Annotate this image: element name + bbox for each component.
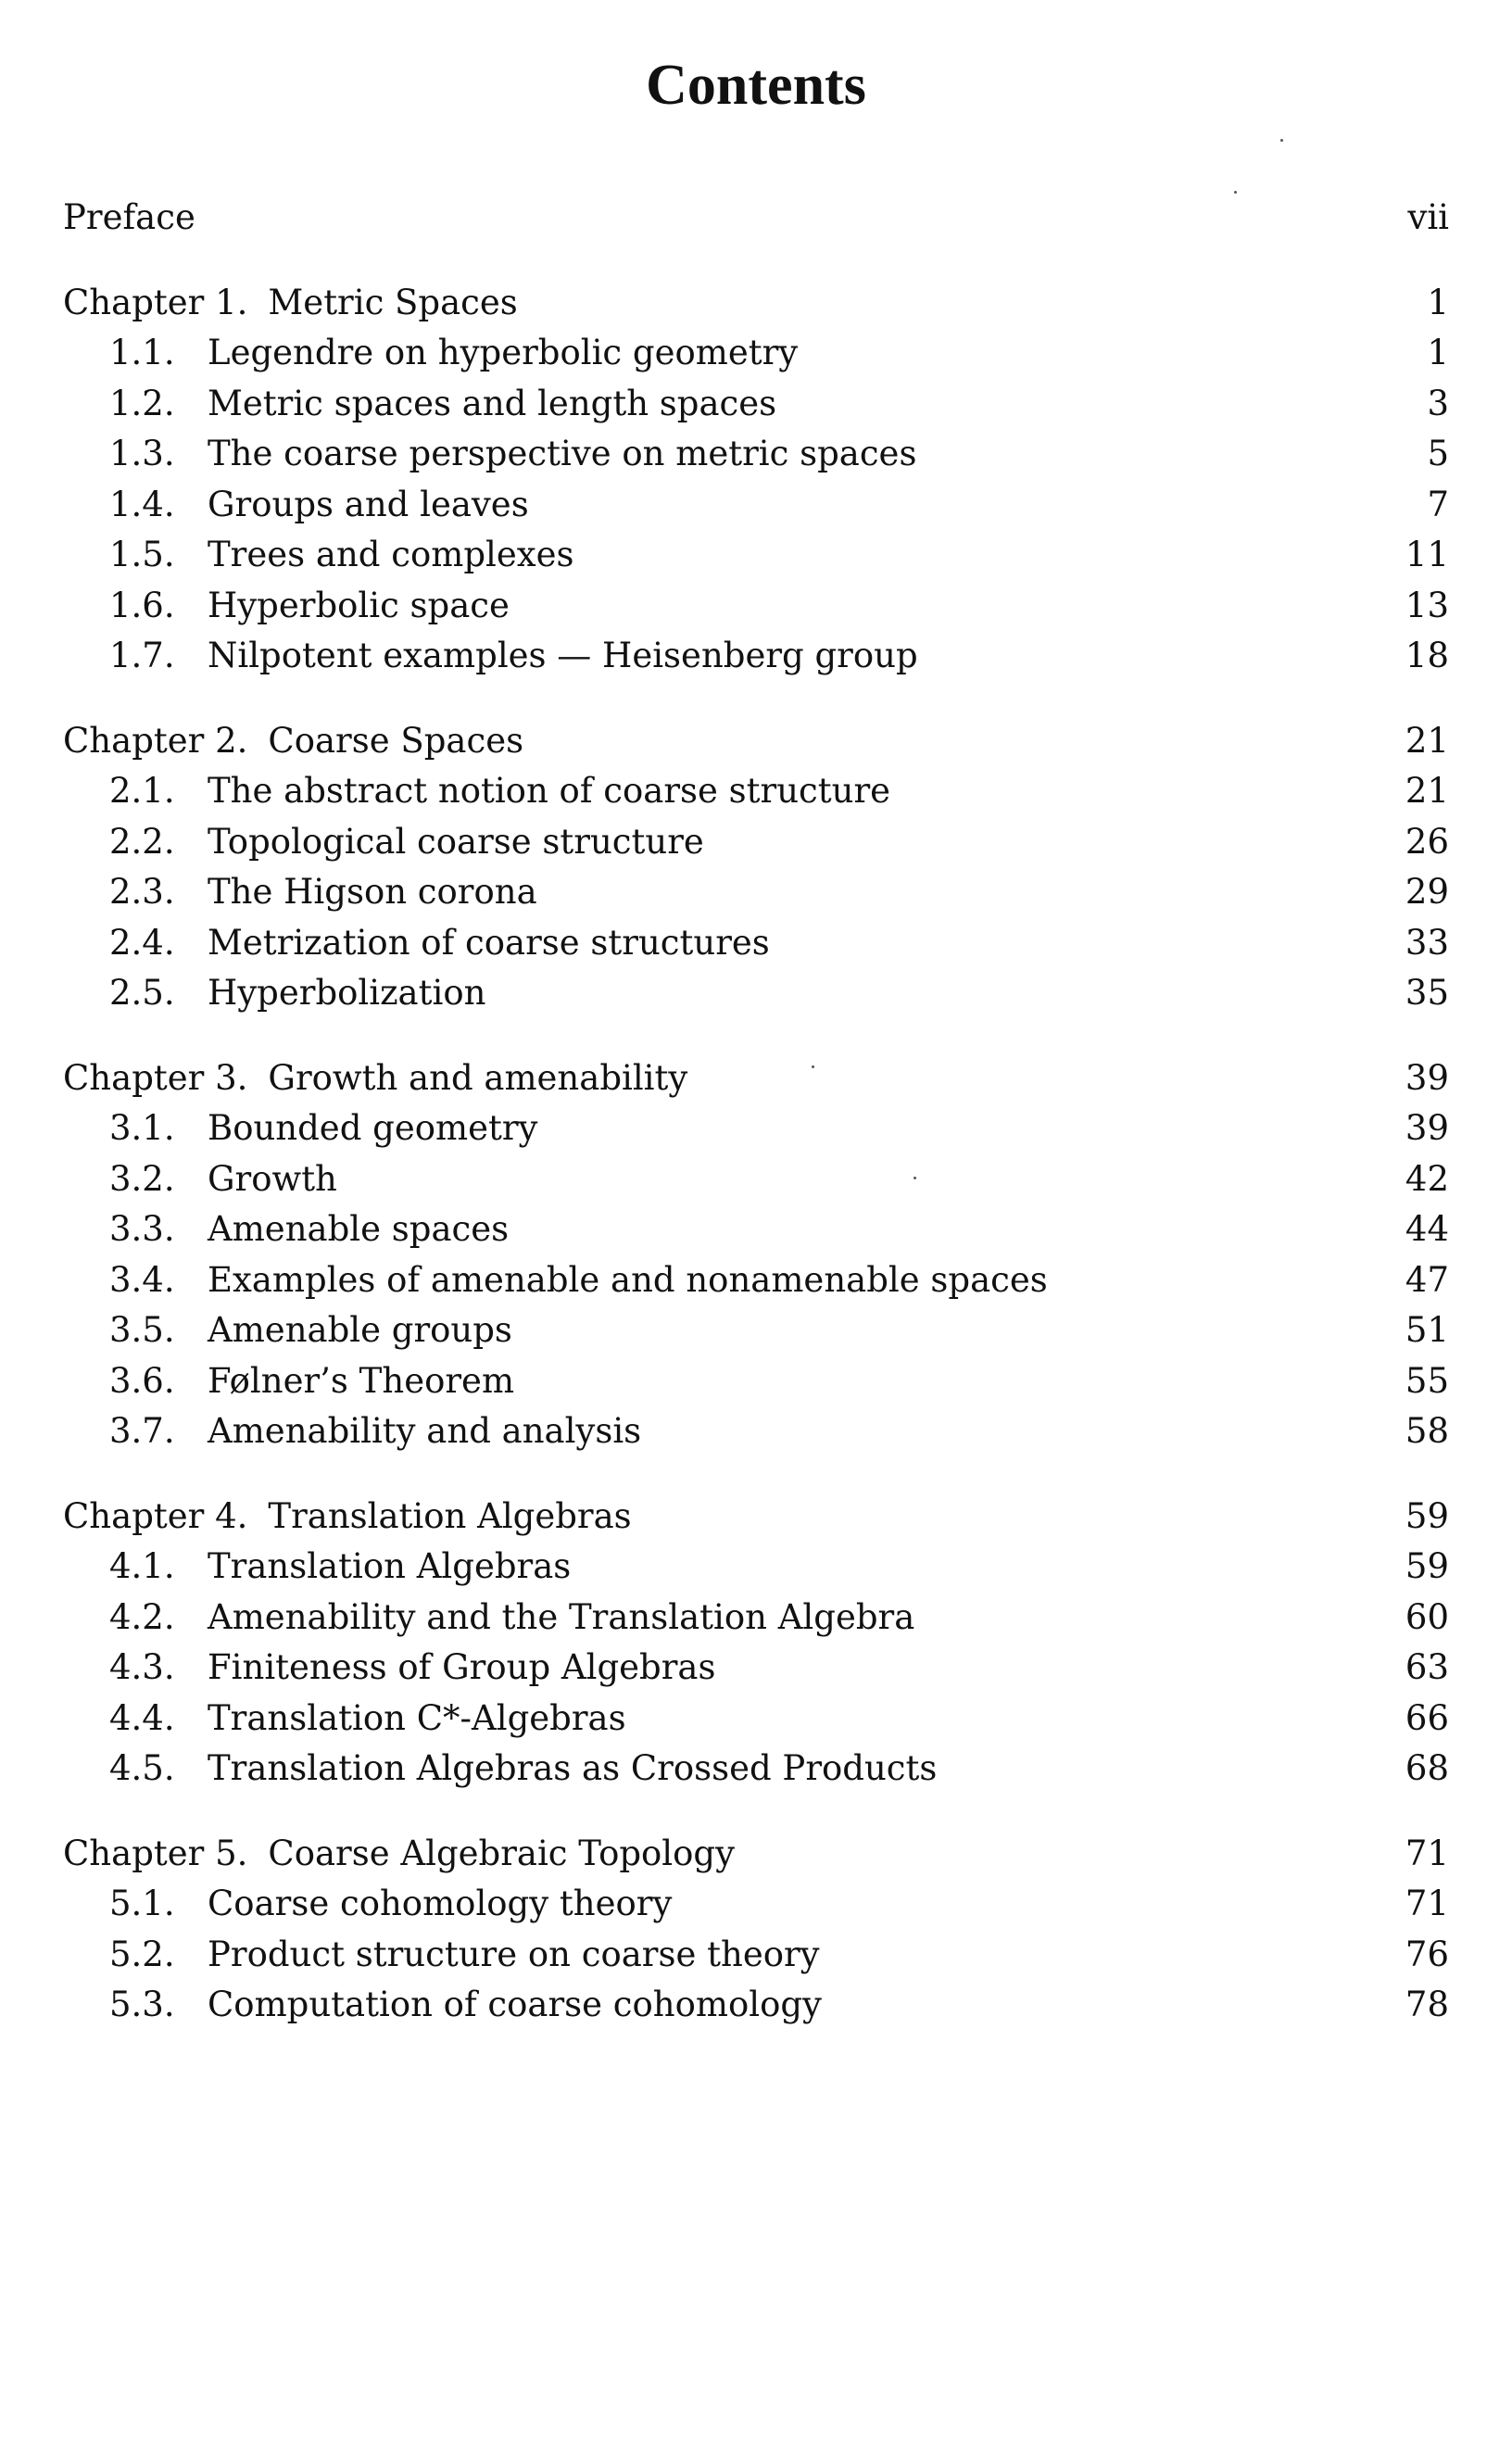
section-number: 2.5. [109,973,175,1013]
section-title: Bounded geometry [208,1108,538,1148]
section-number: 4.2. [109,1596,175,1637]
section-page: 55 [1405,1360,1449,1401]
chapter-group [63,1053,1449,1457]
chapter-title: Metric Spaces [268,282,518,322]
table-of-contents [63,193,1449,2031]
toc-entry-section[interactable] [63,1593,1449,1644]
toc-entry-chapter[interactable] [63,1829,1449,1880]
section-number: 3.6. [109,1360,175,1401]
section-page: 66 [1405,1697,1449,1738]
section-number: 2.2. [109,821,175,862]
section-number: 1.7. [109,636,175,675]
section-title: Translation Algebras [208,1546,572,1586]
section-page: 26 [1405,821,1449,862]
section-number: 3.3. [109,1209,175,1249]
toc-entry-section[interactable] [63,1980,1449,2031]
section-number: 3.4. [109,1259,175,1300]
section-title: Amenable spaces [208,1209,510,1249]
section-title: Nilpotent examples — Heisenberg group [208,636,918,675]
chapter-group [63,1829,1449,2031]
chapter-group [63,716,1449,1019]
section-number: 3.2. [109,1158,175,1199]
toc-entry-section[interactable] [63,867,1449,918]
chapter-label: Chapter 3. [63,1057,248,1098]
section-title: Coarse cohomology theory [208,1884,673,1923]
preface-title: Preface [63,197,195,237]
section-number: 1.3. [109,434,175,473]
chapter-page: 71 [1405,1833,1449,1873]
section-page: 68 [1405,1748,1449,1788]
section-title: Examples of amenable and nonamenable spaces [208,1259,1048,1300]
section-title: Hyperbolic space [208,585,510,625]
scan-speck [1234,191,1237,194]
toc-entry-section[interactable] [63,530,1449,581]
section-page: 1 [1427,333,1449,372]
section-number: 2.1. [109,771,175,811]
toc-entry-section[interactable] [63,1930,1449,1981]
section-page: 63 [1405,1647,1449,1687]
section-number: 3.1. [109,1108,175,1148]
section-title: Topological coarse structure [208,821,704,862]
toc-entry-chapter[interactable] [63,1053,1449,1104]
toc-entry-preface[interactable] [63,193,1449,244]
toc-entry-section[interactable] [63,1406,1449,1457]
toc-entry-section[interactable] [63,631,1449,682]
section-page: 44 [1405,1209,1449,1249]
section-title: Amenability and the Translation Algebra [208,1596,915,1637]
preface-page: vii [1407,197,1449,237]
toc-entry-section[interactable] [63,1542,1449,1593]
toc-entry-section[interactable] [63,1694,1449,1745]
toc-entry-section[interactable] [63,766,1449,817]
toc-entry-section[interactable] [63,1643,1449,1694]
toc-entry-section[interactable] [63,379,1449,430]
toc-entry-section[interactable] [63,968,1449,1019]
chapter-label: Chapter 1. [63,282,248,322]
section-number: 3.5. [109,1310,175,1350]
toc-entry-section[interactable] [63,1255,1449,1306]
toc-entry-section[interactable] [63,328,1449,379]
toc-entry-section[interactable] [63,1204,1449,1255]
toc-entry-chapter[interactable] [63,716,1449,767]
section-page: 60 [1405,1596,1449,1637]
toc-entry-section[interactable] [63,581,1449,632]
section-title: The Higson corona [208,872,537,912]
chapter-group [63,278,1449,682]
scan-speck [1280,139,1283,142]
section-number: 1.5. [109,535,175,574]
page-title: Contents [646,54,866,117]
section-title: Translation Algebras as Crossed Products [208,1748,938,1788]
toc-entry-section[interactable] [63,918,1449,969]
section-number: 4.1. [109,1546,175,1586]
section-page: 59 [1405,1546,1449,1586]
chapter-title: Growth and amenability [268,1057,688,1098]
section-number: 4.5. [109,1748,175,1788]
section-number: 5.3. [109,1984,175,2024]
section-page: 71 [1405,1884,1449,1923]
section-title: Følner’s Theorem [208,1360,515,1401]
section-number: 1.2. [109,383,175,423]
section-page: 5 [1427,434,1449,473]
section-title: Metric spaces and length spaces [208,383,777,423]
section-page: 33 [1405,922,1449,963]
toc-entry-chapter[interactable] [63,1492,1449,1543]
section-number: 1.6. [109,585,175,625]
section-title: Product structure on coarse theory [208,1934,820,1974]
chapter-page: 21 [1405,720,1449,761]
scan-speck [914,1177,916,1179]
toc-entry-section[interactable] [63,1744,1449,1795]
section-page: 78 [1405,1984,1449,2024]
section-page: 11 [1405,535,1449,574]
section-number: 1.1. [109,333,175,372]
section-number: 2.3. [109,872,175,912]
section-number: 2.4. [109,922,175,963]
toc-entry-section[interactable] [63,817,1449,868]
toc-entry-section[interactable] [63,429,1449,480]
section-page: 35 [1405,973,1449,1013]
section-page: 42 [1405,1158,1449,1199]
chapter-page: 59 [1405,1495,1449,1536]
section-title: Computation of coarse cohomology [208,1984,822,2024]
section-page: 21 [1405,771,1449,811]
chapter-group [63,1492,1449,1795]
section-page: 3 [1427,383,1449,423]
section-title: Translation C*-Algebras [208,1697,626,1738]
section-page: 76 [1405,1934,1449,1974]
chapter-page: 39 [1405,1057,1449,1098]
section-title: Groups and leaves [208,484,529,524]
section-title: Hyperbolization [208,973,486,1013]
chapter-page: 1 [1427,282,1449,322]
section-title: The abstract notion of coarse structure [208,771,891,811]
chapter-title: Coarse Algebraic Topology [268,1833,736,1873]
section-title: Trees and complexes [208,535,574,574]
section-title: Metrization of coarse structures [208,922,770,963]
toc-entry-section[interactable] [63,1879,1449,1930]
chapter-label: Chapter 4. [63,1495,248,1536]
section-page: 7 [1427,484,1449,524]
section-title: Growth [208,1158,337,1199]
toc-entry-section[interactable] [63,1154,1449,1205]
scan-speck [812,1065,814,1068]
section-page: 29 [1405,872,1449,912]
toc-entry-section[interactable] [63,1305,1449,1356]
section-title: Amenability and analysis [208,1411,642,1451]
toc-entry-section[interactable] [63,480,1449,531]
toc-entry-section[interactable] [63,1356,1449,1407]
section-number: 1.4. [109,484,175,524]
section-number: 5.2. [109,1934,175,1974]
section-number: 5.1. [109,1884,175,1923]
section-number: 4.4. [109,1697,175,1738]
section-title: Amenable groups [208,1310,512,1350]
chapter-title: Translation Algebras [268,1495,632,1536]
chapter-label: Chapter 5. [63,1833,248,1873]
toc-entry-section[interactable] [63,1103,1449,1154]
section-title: Legendre on hyperbolic geometry [208,333,799,372]
section-title: The coarse perspective on metric spaces [208,434,917,473]
section-page: 39 [1405,1108,1449,1148]
section-page: 58 [1405,1411,1449,1451]
section-page: 47 [1405,1259,1449,1300]
toc-entry-chapter[interactable] [63,278,1449,329]
section-number: 4.3. [109,1647,175,1687]
section-page: 13 [1405,585,1449,625]
chapter-title: Coarse Spaces [268,720,524,761]
section-page: 51 [1405,1310,1449,1350]
section-number: 3.7. [109,1411,175,1451]
section-page: 18 [1405,636,1449,675]
section-title: Finiteness of Group Algebras [208,1647,716,1687]
chapter-list [63,278,1449,2031]
chapter-label: Chapter 2. [63,720,248,761]
